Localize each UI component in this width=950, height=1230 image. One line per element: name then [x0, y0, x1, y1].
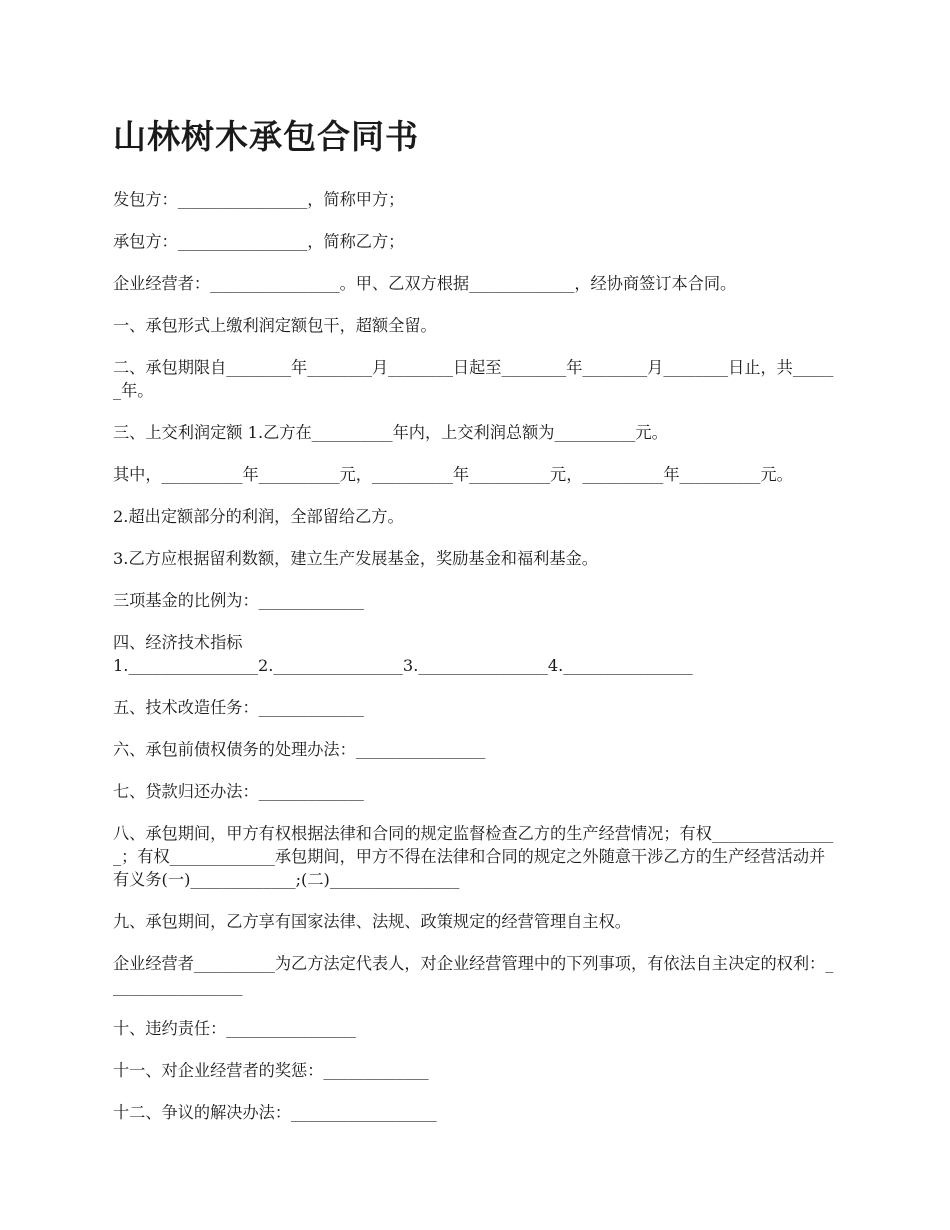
clause-5-tech: 五、技术改造任务：_____________: [113, 698, 364, 717]
clause-7-loans: 七、贷款归还办法：_____________: [113, 782, 364, 801]
clause-3-breakdown: 其中，__________年__________元，__________年__________元，__________年__________元。: [113, 465, 793, 484]
clause-party-b: 承包方：________________，简称乙方；: [113, 232, 405, 251]
clause-4-indicators: 四、经济技术指标 1.________________2.________________3.________________4.________________: [113, 633, 693, 675]
clause-1-form: 一、承包形式上缴利润定额包干，超额全留。: [113, 316, 437, 335]
clause-3-excess: 2.超出定额部分的利润，全部留给乙方。: [113, 507, 404, 526]
document-title: 山林树木承包合同书: [113, 117, 419, 156]
clause-3-profit: 三、上交利润定额 1.乙方在__________年内，上交利润总额为__________元。: [113, 423, 668, 442]
clause-3-funds: 3.乙方应根据留利数额，建立生产发展基金，奖励基金和福利基金。: [113, 549, 598, 568]
clause-6-debts: 六、承包前债权债务的处理办法：________________: [113, 740, 486, 759]
clause-9-party-b-rights: 九、承包期间，乙方享有国家法律、法规、政策规定的经营管理自主权。: [113, 912, 631, 931]
clause-11-rewards: 十一、对企业经营者的奖惩：_____________: [113, 1061, 429, 1080]
document-page: [113, 108, 841, 1143]
clause-party-a: 发包方：________________，简称甲方；: [113, 190, 405, 209]
clause-9-operator: 企业经营者__________为乙方法定代表人，对企业经营管理中的下列事项，有依法自主决定的权利：_________________: [113, 954, 834, 996]
clause-3-ratio: 三项基金的比例为：_____________: [113, 591, 364, 610]
clause-12-disputes: 十二、争议的解决办法：__________________: [113, 1103, 437, 1122]
clause-2-term: 二、承包期限自________年________月________日起至________年________月________日止，共______年。: [113, 358, 834, 400]
clause-10-liability: 十、违约责任：________________: [113, 1019, 356, 1038]
clause-8-party-a-rights: 八、承包期间，甲方有权根据法律和合同的规定监督检查乙方的生产经营情况；有权________________；有权_____________承包期间，甲方不得在法律和合同的规定之外随意干涉乙方的生产经营活动并有义务(一)_____________;(二)________________: [113, 824, 834, 889]
clause-operator: 企业经营者：________________。甲、乙双方根据_____________，经协商签订本合同。: [113, 274, 737, 293]
